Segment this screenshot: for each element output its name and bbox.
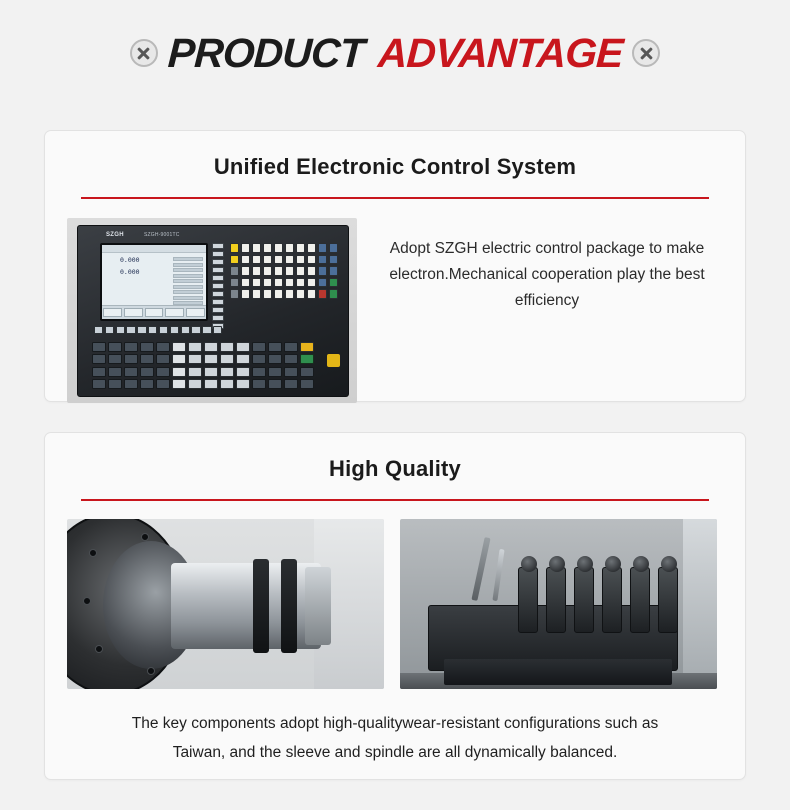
header-title-group — [130, 29, 660, 80]
section-text-control-system: Adopt SZGH electric control package to make electron.Mechanical cooperation play the best efficiency — [389, 240, 705, 309]
tool-holder — [518, 567, 538, 633]
cnc-emergency-stop-button — [326, 353, 341, 368]
page-title-accent: ADVANTAGE — [376, 29, 624, 76]
tool-holder — [658, 567, 678, 633]
page-title-primary: PRODUCT — [166, 29, 365, 76]
cnc-screen-data-grid — [173, 257, 203, 312]
tool-holder — [602, 567, 622, 633]
machine-wall — [683, 519, 717, 689]
tool-turret-photo — [400, 519, 717, 689]
drill-bit-1 — [471, 537, 490, 601]
cnc-screen-value-2: 0.000 — [120, 268, 140, 276]
spindle-sleeve — [171, 563, 321, 649]
cnc-side-key-column — [212, 243, 224, 331]
section-photo-row — [45, 501, 745, 689]
chuck-bolt — [83, 597, 91, 605]
section-card-control-system — [44, 130, 746, 402]
cnc-display-screen — [100, 243, 208, 321]
tool-holder — [546, 567, 566, 633]
cnc-function-keypad — [92, 342, 342, 392]
spindle-chuck-photo — [67, 519, 384, 689]
section-caption-high-quality — [45, 689, 745, 767]
cnc-brand-label: SZGH — [106, 232, 124, 238]
cnc-screen-titlebar — [102, 245, 206, 253]
chuck-bolt — [141, 533, 149, 541]
chuck-bolt — [95, 645, 103, 653]
drill-bit-2 — [492, 549, 504, 601]
cnc-controller-photo — [67, 218, 357, 403]
chuck-bolt — [147, 667, 155, 675]
chuck-bolt — [89, 549, 97, 557]
cnc-controller-body — [77, 225, 349, 397]
page-title — [166, 29, 624, 76]
spindle-ring-1 — [253, 559, 269, 653]
circled-x-icon-left — [130, 39, 158, 67]
cnc-screen-softkey-bar — [102, 305, 206, 319]
caption-line-1: The key components adopt high-qualitywear-resistant configurations such as — [131, 715, 659, 732]
section-body-control-system — [45, 199, 745, 403]
cnc-model-label: SZGH-9001TC — [144, 232, 180, 238]
circled-x-icon-right — [632, 39, 660, 67]
section-title-high-quality: High Quality — [329, 456, 461, 481]
section-card-high-quality — [44, 432, 746, 780]
cnc-soft-key-row — [94, 326, 224, 334]
section-title-control-system: Unified Electronic Control System — [213, 154, 577, 179]
spindle-ring-2 — [281, 559, 297, 653]
caption-line-2: Taiwan, and the sleeve and spindle are all dynamically balanced. — [172, 744, 618, 761]
tool-holder — [630, 567, 650, 633]
cnc-alpha-keypad — [230, 243, 340, 301]
cnc-screen-value-1: 0.000 — [120, 256, 140, 264]
spindle-tip — [305, 567, 331, 645]
turret-base-lower — [444, 659, 672, 685]
page-header — [0, 0, 790, 112]
tool-holder — [574, 567, 594, 633]
